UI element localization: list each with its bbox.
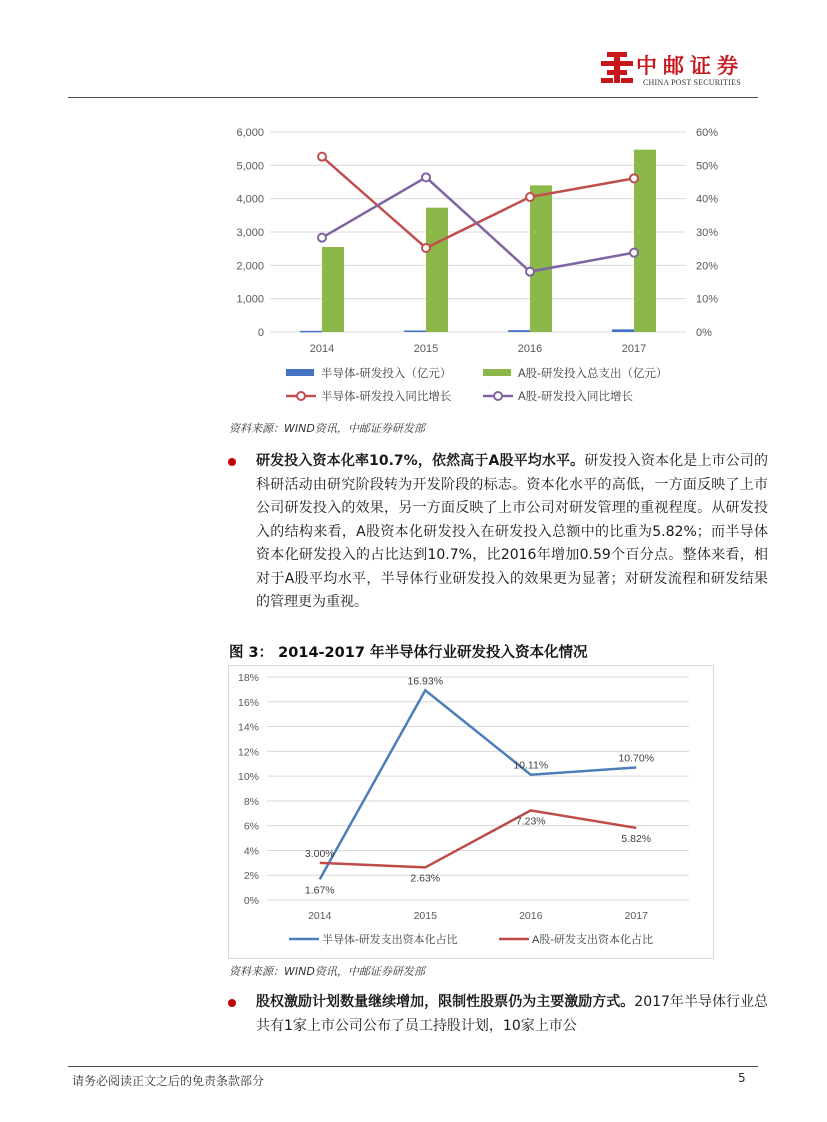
data-point <box>526 268 534 276</box>
y-tick-label: 16% <box>237 696 259 709</box>
legend-label: A股-研发投入总支出（亿元） <box>518 368 668 380</box>
y-left-tick-label: 0 <box>257 327 264 339</box>
y-tick-label: 14% <box>237 721 259 734</box>
legend-label: 半导体-研发支出资本化占比 <box>322 934 458 946</box>
y-right-tick-label: 40% <box>696 193 719 206</box>
data-label: 10.11% <box>513 759 549 772</box>
data-label: 1.67% <box>304 884 335 897</box>
y-tick-label: 18% <box>237 672 259 684</box>
data-point <box>422 173 430 181</box>
legend-label: 半导体-研发投入（亿元） <box>321 368 452 380</box>
x-tick-label: 2016 <box>519 910 543 922</box>
legend-swatch <box>483 369 511 376</box>
y-right-tick-label: 0% <box>696 327 712 339</box>
y-left-tick-label: 3,000 <box>236 227 264 239</box>
page-number: 5 <box>738 1071 746 1085</box>
y-tick-label: 2% <box>243 870 259 883</box>
y-left-tick-label: 6,000 <box>236 127 264 139</box>
data-label: 7.23% <box>515 815 546 828</box>
bar <box>426 208 448 332</box>
bar <box>508 330 530 332</box>
bar <box>530 185 552 332</box>
header-divider <box>68 97 758 98</box>
data-point <box>318 234 326 242</box>
capitalization-ratio-chart <box>228 665 714 959</box>
x-tick-label: 2014 <box>308 910 332 922</box>
y-tick-label: 12% <box>237 746 259 759</box>
bar <box>404 331 426 333</box>
x-tick-label: 2017 <box>621 343 647 355</box>
y-tick-label: 4% <box>243 845 259 858</box>
x-tick-label: 2015 <box>413 910 437 922</box>
bullet-icon <box>228 999 236 1007</box>
data-point <box>630 249 638 257</box>
legend-marker <box>297 392 305 400</box>
capitalization-ratio-chart-svg <box>229 666 713 958</box>
paragraph-body: 2017年半导体行业总共有1家上市公司公布了员工持股计划，10家上市公 <box>256 994 768 1034</box>
y-tick-label: 0% <box>243 895 259 907</box>
paragraph-rd-capitalization <box>256 450 768 615</box>
bar <box>300 331 322 333</box>
x-tick-label: 2015 <box>413 343 439 355</box>
data-label: 5.82% <box>621 832 652 845</box>
series-line <box>322 157 634 248</box>
legend-label: A股-研发投入同比增长 <box>518 391 633 403</box>
y-left-tick-label: 2,000 <box>236 260 264 273</box>
paragraph-lead: 股权激励计划数量继续增加，限制性股票仍为主要激励方式。 <box>256 994 635 1010</box>
company-logo <box>599 49 635 85</box>
x-tick-label: 2017 <box>624 910 648 922</box>
series-line <box>320 690 637 879</box>
paragraph-equity-incentive <box>256 991 768 1038</box>
y-tick-label: 10% <box>237 771 259 784</box>
data-point <box>318 153 326 161</box>
y-right-tick-label: 50% <box>696 160 719 173</box>
data-point <box>630 174 638 182</box>
y-right-tick-label: 60% <box>696 127 719 139</box>
series-line <box>320 810 637 867</box>
y-right-tick-label: 20% <box>696 260 719 273</box>
bar <box>612 329 634 332</box>
x-tick-label: 2016 <box>517 343 543 355</box>
series-line <box>322 177 634 271</box>
bullet-icon <box>228 458 236 466</box>
paragraph-body: 研发投入资本化是上市公司的科研活动由研究阶段转为开发阶段的标志。资本化水平的高低，一方面反映了上市公司研发投入的效果，另一方面反映了上市公司对研发管理的重视程度。从研发投入的结构来看，A股资本化研发投入在研发投入总额中的比重为5.82%；而半导体资本化研发投入的占比达到10.7%，比2016年增加0.59个百分点。整体来看，相对于A股平均水平，半导体行业研发投入的效果更为显著；对研发流程和研发结果的管理更为重视。 <box>256 453 768 610</box>
rd-investment-chart-svg <box>228 118 730 416</box>
legend-label: 半导体-研发投入同比增长 <box>321 391 452 403</box>
y-left-tick-label: 4,000 <box>236 193 264 206</box>
y-tick-label: 8% <box>243 795 259 808</box>
data-label: 3.00% <box>304 847 335 860</box>
y-left-tick-label: 5,000 <box>236 160 264 173</box>
data-point <box>422 244 430 252</box>
figure-3-title: 图 3： 2014-2017 年半导体行业研发投入资本化情况 <box>229 645 588 661</box>
legend-marker <box>494 392 502 400</box>
y-right-tick-label: 10% <box>696 293 719 306</box>
x-tick-label: 2014 <box>309 343 335 355</box>
legend-label: A股-研发支出资本化占比 <box>532 934 653 946</box>
bar <box>322 247 344 332</box>
chart1-source: 资料来源：WIND资讯，中邮证券研发部 <box>229 422 425 435</box>
logo-mark-icon <box>599 49 635 85</box>
rd-investment-chart <box>228 118 730 416</box>
figure-3-source: 资料来源：WIND资讯，中邮证券研发部 <box>229 965 425 978</box>
data-label: 2.63% <box>410 872 441 885</box>
footer-disclaimer: 请务必阅读正文之后的免责条款部分 <box>72 1074 265 1088</box>
brand-name-cn: 中邮证券 <box>636 53 744 78</box>
brand-name-en: CHINA POST SECURITIES <box>643 78 741 87</box>
y-left-tick-label: 1,000 <box>236 293 264 306</box>
data-label: 10.70% <box>618 752 655 765</box>
y-right-tick-label: 30% <box>696 227 719 239</box>
footer-divider <box>68 1066 758 1067</box>
data-point <box>526 193 534 201</box>
y-tick-label: 6% <box>243 820 259 833</box>
legend-swatch <box>286 369 314 376</box>
data-label: 16.93% <box>407 675 444 688</box>
paragraph-lead: 研发投入资本化率10.7%，依然高于A股平均水平。 <box>256 453 585 469</box>
